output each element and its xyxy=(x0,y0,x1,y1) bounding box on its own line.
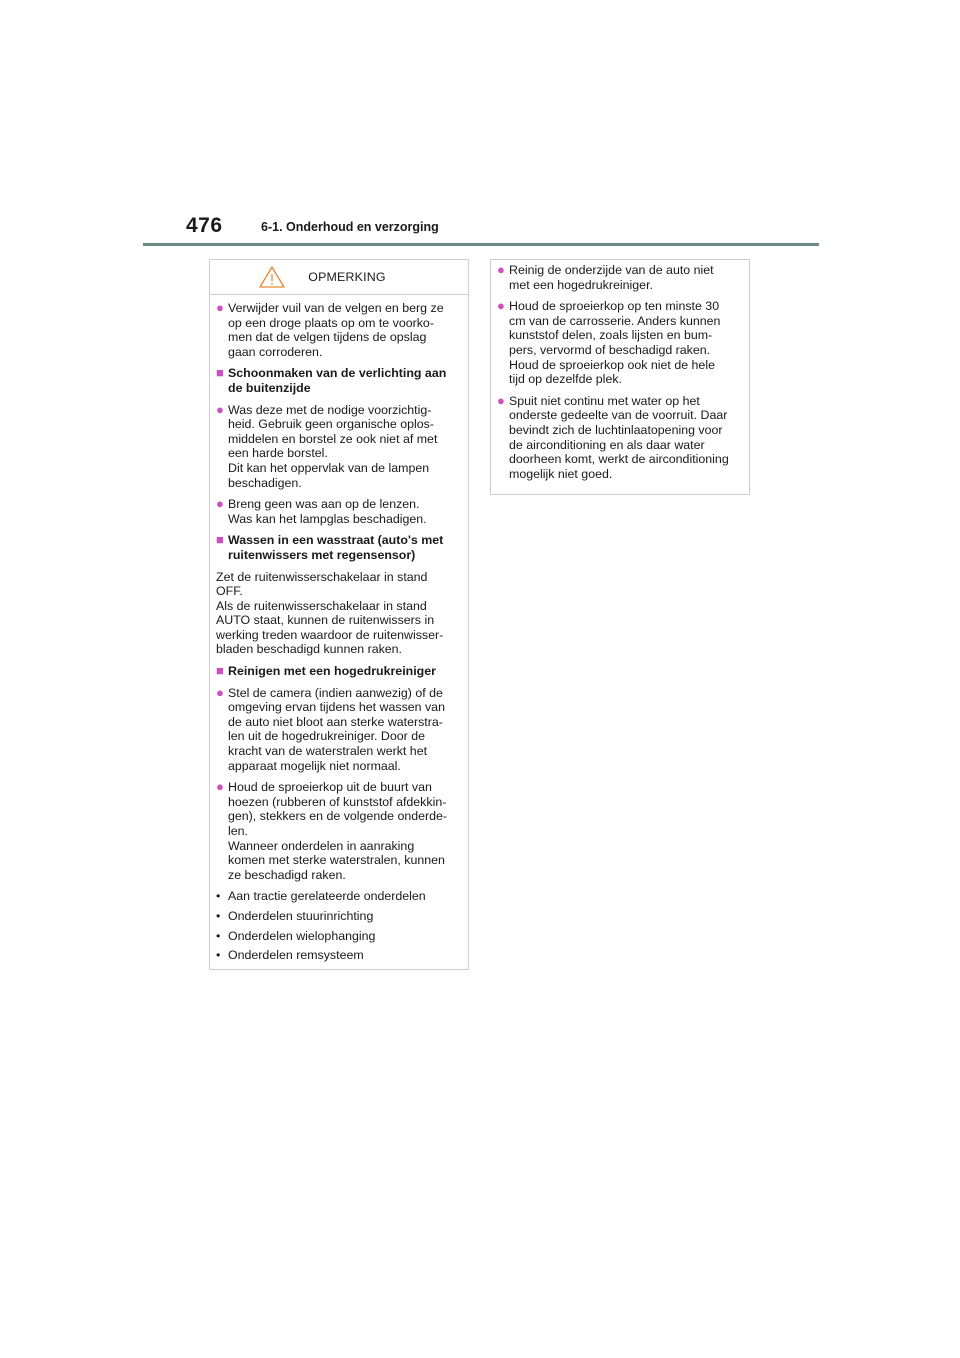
item-text: Spuit niet continu met water op het onderste gedeelte van de voorruit. Daar bevindt zich de luchtinlaatopening voor de airconditioning en als daar water doorheen komt, werkt de airconditioning mogelijk niet goed. xyxy=(509,393,729,481)
paragraph: Zet de ruitenwisserschakelaar in stand OFF. Als de ruitenwisserschakelaar in stand AUTO staat, kunnen de ruitenwissers in werking treden waardoor de ruitenwisser- bladen beschadigd kunnen raken. xyxy=(216,569,444,657)
subheading xyxy=(216,533,462,562)
notice-items-left xyxy=(216,301,462,963)
list-item xyxy=(216,889,462,904)
item-text: Verwijder vuil van de velgen en berg ze op een droge plaats op om te voorko- men dat de velgen tijdens de opslag gaan corroderen. xyxy=(228,301,444,359)
header-rule xyxy=(143,243,819,246)
item-text: Reinigen met een hogedrukreiniger xyxy=(228,664,436,679)
caution-item xyxy=(497,263,743,292)
subheading xyxy=(216,664,462,679)
warning-triangle-icon xyxy=(258,265,286,289)
caution-item xyxy=(497,394,743,482)
subheading xyxy=(216,366,462,395)
list-item xyxy=(216,909,462,924)
circle-marker-icon: ● xyxy=(216,684,224,700)
caution-item xyxy=(216,780,462,882)
item-text: Houd de sproeierkop uit de buurt van hoezen (rubberen of kunststof afdekkin- gen), stekkers en de volgende onderde- len. Wanneer onderdelen in aanraking komen met sterke waterstralen, kunnen ze beschadigd raken. xyxy=(228,780,448,882)
list-item-text: Onderdelen wielophanging xyxy=(228,928,376,943)
square-marker-icon: ■ xyxy=(216,532,224,548)
caution-item xyxy=(216,301,462,359)
bullet-icon: • xyxy=(216,928,221,943)
item-text: Breng geen was aan op de lenzen. Was kan het lampglas beschadigen. xyxy=(228,497,427,526)
notice-items-right xyxy=(497,263,743,481)
bullet-icon: • xyxy=(216,908,221,923)
caution-item xyxy=(216,686,462,774)
list-item-text: Onderdelen remsysteem xyxy=(228,948,364,963)
bullet-icon: • xyxy=(216,948,221,963)
list-item-text: Aan tractie gerelateerde onderdelen xyxy=(228,889,426,904)
square-marker-icon: ■ xyxy=(216,365,224,381)
list-item xyxy=(216,929,462,944)
list-item-text: Onderdelen stuurinrichting xyxy=(228,908,374,923)
circle-marker-icon: ● xyxy=(497,262,505,277)
caution-item xyxy=(216,403,462,491)
notice-box-left xyxy=(209,259,469,970)
item-text: Was deze met de nodige voorzichtig- heid. Gebruik geen organische oplos- middelen en borstel ze ook niet af met een harde borstel. Dit kan het oppervlak van de lampen beschadigen. xyxy=(228,402,438,490)
notice-title: OPMERKING xyxy=(308,269,386,284)
caution-item xyxy=(497,299,743,387)
circle-marker-icon: ● xyxy=(216,300,224,315)
item-text: Reinig de onderzijde van de auto niet met een hogedrukreiniger. xyxy=(509,263,714,292)
bullet-icon: • xyxy=(216,889,221,904)
circle-marker-icon: ● xyxy=(497,392,505,408)
circle-marker-icon: ● xyxy=(497,298,505,314)
circle-marker-icon: ● xyxy=(216,401,224,417)
item-text: Stel de camera (indien aanwezig) of de omgeving ervan tijdens het wassen van de auto niet bloot aan sterke waterstra- len uit de hogedrukreiniger. Door de kracht van de waterstralen werkt het apparaat mogelijk niet normaal. xyxy=(228,685,445,773)
item-text: Schoonmaken van de verlichting aan de buitenzijde xyxy=(228,366,447,395)
caution-item xyxy=(216,497,462,526)
notice-box-right xyxy=(490,259,750,495)
item-text: Houd de sproeierkop op ten minste 30 cm van de carrosserie. Anders kunnen kunststof delen, zoals lijsten en bum- pers, vervormd of beschadigd raken. Houd de sproeierkop ook niet de hele tijd op dezelfde plek. xyxy=(509,299,721,387)
section-title: 6-1. Onderhoud en verzorging xyxy=(261,220,439,234)
list-item xyxy=(216,948,462,963)
item-text: Wassen in een wasstraat (auto's met ruitenwissers met regensensor) xyxy=(228,533,444,562)
notice-title-bar xyxy=(210,260,468,295)
circle-marker-icon: ● xyxy=(216,779,224,795)
square-marker-icon: ■ xyxy=(216,663,224,679)
circle-marker-icon: ● xyxy=(216,496,224,512)
page-number: 476 xyxy=(186,214,223,237)
